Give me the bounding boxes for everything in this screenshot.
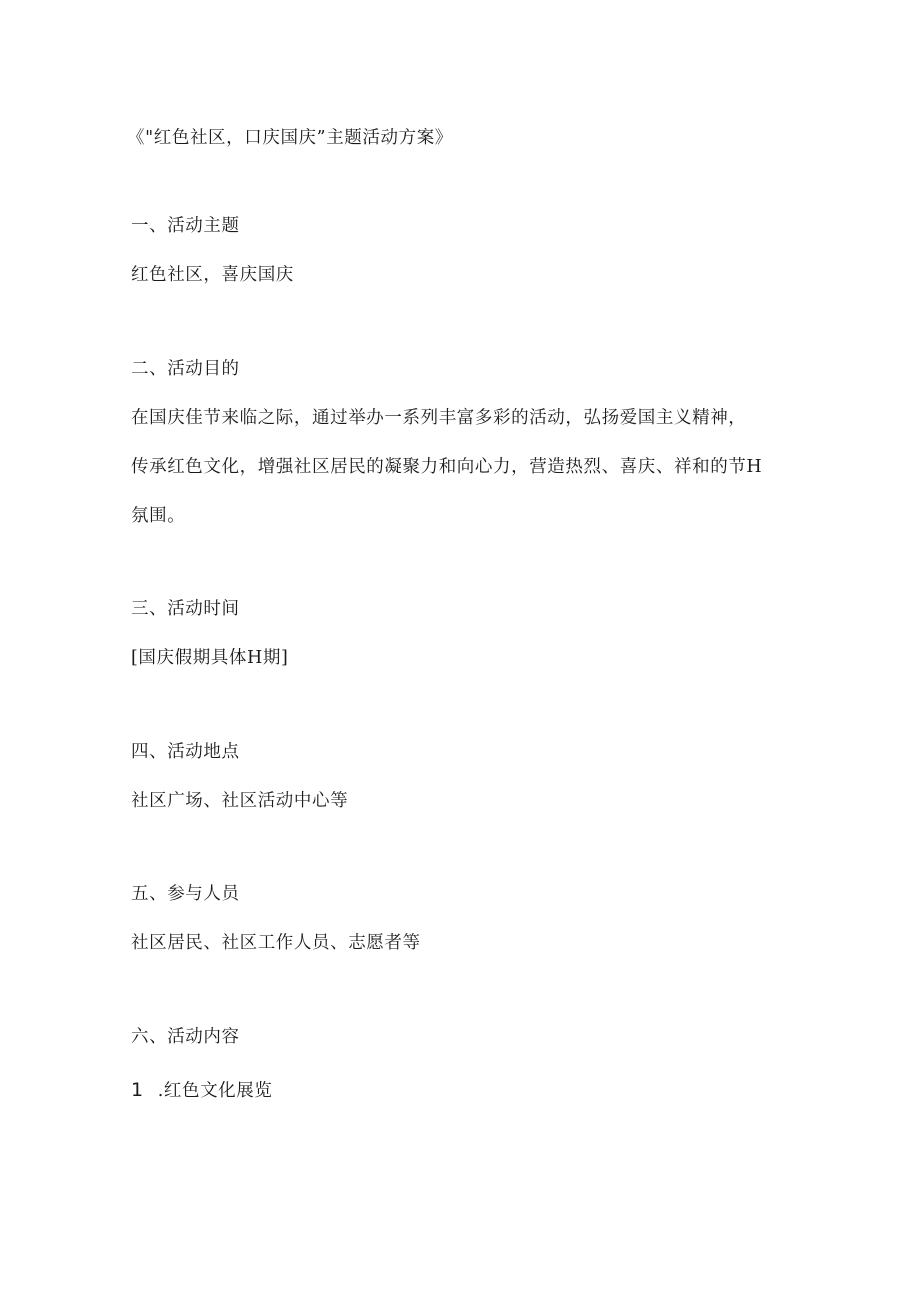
section-text-purpose-line-3: 氛围。 xyxy=(131,506,186,526)
section-text-purpose-line-2: 传承红色文化，增强社区居民的凝聚力和向心力，营造热烈、喜庆、祥和的节H xyxy=(131,457,763,477)
section-heading-content: 六、活动内容 xyxy=(131,1027,240,1047)
section-text-purpose-line-1: 在国庆佳节来临之际，通过举办一系列丰富多彩的活动，弘扬爱国主义精神， xyxy=(131,408,747,428)
section-text-theme: 红色社区，喜庆国庆 xyxy=(131,265,294,285)
section-heading-purpose: 二、活动目的 xyxy=(131,359,240,379)
section-heading-time: 三、活动时间 xyxy=(131,599,240,619)
list-item-label: .红色文化展览 xyxy=(157,1081,273,1101)
section-heading-location: 四、活动地点 xyxy=(131,742,240,762)
list-item xyxy=(131,1078,272,1103)
section-text-time: [国庆假期具体H期] xyxy=(131,648,289,668)
section-heading-participants: 五、参与人员 xyxy=(131,884,240,904)
document-title: 《"红色社区，口庆国庆”主题活动方案》 xyxy=(127,128,453,148)
section-text-location: 社区广场、社区活动中心等 xyxy=(131,791,349,811)
section-heading-theme: 一、活动主题 xyxy=(131,216,240,236)
section-text-participants: 社区居民、社区工作人员、志愿者等 xyxy=(131,933,421,953)
list-item-number: 1 xyxy=(131,1079,144,1101)
